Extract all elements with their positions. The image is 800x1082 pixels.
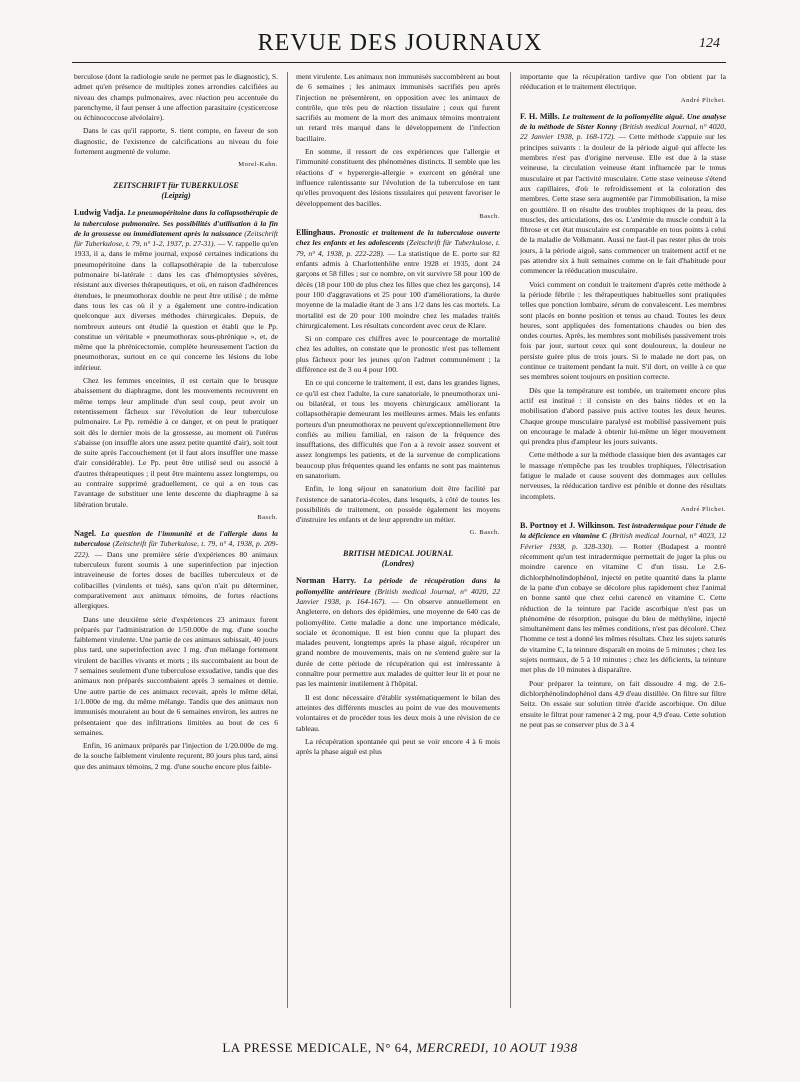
page-footer (0, 1040, 800, 1056)
paragraph: Cette méthode a sur la méthode classique bien des avantages car le massage n'empêche pas les troubles trophiques, l'électrisation fatigue le malade et cause souvent des dommages aux cellules nerveuses, la rééducation tardive est pénible et donne des résultats incomplets. (520, 450, 726, 501)
paragraph: La récupération spontanée qui peut se voir encore 4 à 6 mois après la phase aiguë est plus (296, 736, 500, 757)
article-reference: (Zeitschrift für Tuberkulose, t. 79, n° 4, 1938, p. 222-228). (296, 238, 500, 258)
article-text: — V. rappelle qu'en 1933, il a, dans le même journal, exposé certaines indications du pneumopéritoine dans la collapsothérapie de la tuberculose pulmonaire bi-latérale : dans les cas d'hémoptysies sévères, résistant aux diverses thérapeutiques, et où, en raison d'adhérences étendues, le pneumothorax double ne peut être utilisé ; de même dans tous les cas où il y a également une contre-indication quelconque aux diverses méthodes chirurgicales. Depuis, de nombreux auteurs ont étudié la question et établi que le Pp. constitue un véritable « pneumothorax sous-phrénique », et, de même que la phrénicectomie, complète heureusement l'action du pneumothorax, surtout en ce qui concerne les lésions du lobe inférieur. (74, 239, 278, 372)
paragraph: Dans une deuxième série d'expériences 23 animaux furent préparés par l'administration de 1/50.000e de mg. d'une souche faiblement virulente. Une partie de ces animaux subissait, 40 jours plus tard, une superinfection avec 1 mg. d'un mélange fortement virulent de bacilles vivants et morts ; ils succombaient au bout de 7 semaines seulement d'une tuberculose exsudative, tandis que des animaux non préparés succombaient après 3 semaines et demie. Une autre partie de ces animaux recevait, après le même délai, 1/1.000e de mg. du même mélange. Tandis que des animaux non immunisés mouraient au bout de 6 semaines environ, les autres ne présentaient que des infiltrations limitées au bout de ces 6 semaines. (74, 614, 278, 737)
article-lead (520, 112, 726, 277)
paragraph: Enfin, le long séjour en sanatorium doit être facilité par l'existence de sanatoria-écoles, dans lesquels, à côté de toutes les possibilités de traitement, on possède également les moyens d'instruire les enfants et de leur apprendre un métier. (296, 484, 500, 525)
article-lead (74, 529, 278, 611)
paragraph: En ce qui concerne le traitement, il est, dans les grandes lignes, ce qu'il est chez l'adulte, la cure sanatoriale, le pneumothorax uni- ou bilatéral, et tous les moyens chirurgicaux améliorant la collapsothérapie demeurant les meilleures armes. Mais les enfants porteurs d'un pneumothorax ne peuvent qu'exceptionnellement être confiés au milieu familial, en raison de la fréquence des insufflations, des difficultés que l'on a à revoir assez souvent et assez longtemps les patients, et de la survenue de complications beaucoup plus fréquentes quand les enfants ne sont pas maintenus en sanatorium. (296, 378, 500, 480)
paragraph: Chez les femmes enceintes, il est certain que le brusque abaissement du diaphragme, dont les mouvements recouvrent en même temps leur amplitude d'un seul coup, peut avoir un retentissement fâcheux sur l'évolution de leur tuberculose pulmonaire. Le Pp. remédie à ce danger, et on peut le pratiquer soit dès le dernier mois de la grossesse, au moment où l'utérus s'abaisse (on insuffle alors une assez petite quantité d'air), soit tout de suite après l'accouchement (et il faut alors insuffler une masse d'air considérable). Le Pp. peut être utilisé seul ou associé à d'autres thérapeutiques ; il peut être maintenu assez longtemps, ou au contraire supprimé graduellement, ce qui a en tous cas l'avantage de substituer une lente descente du diaphragme à sa libération brutale. (74, 376, 278, 509)
paragraph: En somme, il ressort de ces expériences que l'allergie et l'immunité constituent des phénomènes distincts. Il semble que les réactions d' « hyperergie-allergie » exercent en général une influence ralentissante sur l'évolution de la tuberculose en tant qu'elles provoquent des lésions tissulaires qui peuvent favoriser le développement des bacilles. (296, 147, 500, 208)
section-subtitle: (Londres) (381, 559, 415, 569)
article-author: Norman Harry. (296, 576, 357, 586)
section-title: BRITISH MEDICAL JOURNAL (343, 548, 453, 558)
article-reference: (British medical Journal, n° 4020, 22 Janvier 1938, p. 168-172). (520, 122, 726, 142)
paragraph: berculose (dont la radiologie seule ne permet pas le diagnostic), S. admet qu'en présence de multiples zones arrondies calcifiées au niveau des champs pulmonaires, avec réaction peu accentuée du parenchyme, il faut penser à une affection parasitaire (cysticercose ou échinococcose alvéolaire). (74, 72, 278, 123)
article-author: Ellinghaus. (296, 228, 336, 238)
footer-date: MERCREDI, 10 AOUT 1938 (416, 1040, 578, 1055)
paragraph: ment virulente. Les animaux non immunisés succombèrent au bout de 6 semaines ; les animaux immunisés sacrifiés peu après l'injection ne présentèrent, en opposition avec les animaux de contrôle, que très peu de réaction tissulaire ; ceux qui furent sacrifiés au moment de la mort des animaux témoins montraient un retard très marqué dans le développement de l'infection bacillaire. (296, 72, 500, 143)
article-author: F. H. Mills. (520, 111, 560, 121)
section-subtitle: (Leipzig) (161, 190, 191, 200)
article-title: Test intradermique pour l'étude de la déficience en vitamine C (520, 521, 726, 541)
section-title: ZEITSCHRIFT für TUBERKULOSE (113, 180, 239, 190)
article-lead (296, 576, 500, 689)
article-text: — Cette méthode s'appuie sur les principes suivants : la douleur de la période aiguë qui affecte les membres n'est pas d'origine nerveuse. Elle est due à la stase veineuse, la circulation veineuse étant influencée par le tonus musculaire et par l'activité musculaire. Cette stase veineuse s'étend aux capillaires, d'où le refroidissement et la coloration des membres. Cette stase sera augmentée par l'immobilisation, la mise en gouttière. Il en résulte des troubles trophiques de la peau, des muscles, des articulations, des os. L'anémie du muscle conduit à la fibrose et cet état musculaire est comparable en tous points à celui de la maladie de Volkmann. Aussi ne faut-il pas rester plus de trois jours, à la période aiguë, sans commencer un traitement actif et ne pas attendre six à huit semaines comme on le fait d'habitude pour commencer la rééducation musculaire. (520, 132, 726, 276)
article-reference: (Zeitschrift für Tuberkulose, t. 79, n° 1-2, 1937, p. 27-31). (74, 228, 278, 249)
article-reference: (British medical Journal, n° 4023, 12 Février 1938, p. 328-330). (520, 531, 726, 551)
column-divider (287, 72, 288, 1008)
signature: André Plichet. (680, 505, 726, 513)
paragraph: Si on compare ces chiffres avec le pourcentage de mortalité chez les adultes, on constate que le pronostic n'est pas tellement plus fâcheux pour les jeunes qu'on l'admet communément ; la différence est de 3 ou 4 pour 100. (296, 334, 500, 375)
column-divider (510, 72, 511, 1008)
paragraph: Dans le cas qu'il rapporte, S. tient compte, en faveur de son diagnostic, de l'existence de calcifications au niveau du foie fortement augmenté de volume. (74, 126, 278, 157)
article-reference: (British medical Journal, n° 4020, 22 Janvier 1938, p. 164-167). (296, 586, 500, 606)
article-lead (296, 228, 500, 331)
paragraph: Pour préparer la teinture, on fait dissoudre 4 mg. de 2.6-dichlorphénolindophénol dans 4,9 d'eau distillée. On filtre sur filtre Seitz. On essaie sur solution titrée d'acide ascorbique. On dilue ensuite le filtrat pour ramener à 2 mg. pour 4,9 d'eau. Cette solution ne peut pas se conserver plus de 3 à 4 (520, 678, 726, 729)
footer-journal: LA PRESSE MEDICALE, N° 64, (222, 1040, 413, 1055)
article-author: Nagel. (74, 529, 97, 539)
page-number: 124 (699, 36, 720, 51)
signature: Basch. (479, 212, 500, 220)
article-author: Ludwig Vadja. (74, 208, 126, 218)
signature: G. Basch. (469, 529, 500, 537)
column-3 (520, 72, 726, 1008)
page-title: REVUE DES JOURNAUX (257, 30, 543, 56)
article-title: La question de l'immunité et de l'allergie dans la tuberculose (74, 529, 278, 549)
paragraph: Voici comment on conduit le traitement d'après cette méthode à la période fébrile : les thérapeutiques habituelles sont pratiquées telles que ponction lombaire, sérum de convalescent. Les membres sont placés en bonne position et tenus au chaud. Toutes les deux heures, sont appliquées des fomentations chaudes ou bien des ondes courtes. Après, les membres sont mobilisés passivement trois fois par jour, surtout ceux qui sont douloureux, la douleur ne persiste guère plus de trois jours. Si le malade ne dort pas, on continue ce traitement pendant la nuit. S'il dort, on veille à ce que ses membres soient toujours en position correcte. (520, 279, 726, 382)
signature: Morel-Kahn. (238, 161, 278, 169)
article-title: Le pneumopéritoine dans la collapsothérapie de la tuberculose pulmonaire. Ses possibilités d'utilisation à la fin de la grossesse ou immédiatement après la naissance (74, 208, 278, 238)
paragraph: Dès que la température est tombée, un traitement encore plus actif est institué : il consiste en des bains tièdes et en la mobilisation d'abord passive puis active toutes les deux heures. Chaque groupe musculaire paralysé est mobilisé passivement puis on encourage le malade à obtenir lui-même un léger mouvement qui prendra plus d'ampleur les jours suivants. (520, 385, 726, 447)
article-text: — Rotter (Budapest a montré récemment qu'un test intradermique permettait de juger la plus ou moindre carence en vitamine C d'un tissu. Le 2.6-dichlorphénolindophénol, injecté en petite quantité dans la plante de la patte d'un cobaye se décolore plus rapidement chez l'animal en bonne santé que chez celui carencé en vitamine C. Cette réduction de la teinture par l'acide ascorbique n'est pas un phénomène de résorption, puisque du bleu de méthylène, injecté simultanément dans les mêmes conditions, n'est pas décoloré. Chez l'homme ce test a donné les mêmes résultats. Chez les sujets saturés de vitamine C, la teinture disparaît en moins de 5 minutes ; chez les sujets normaux, de 5 à 10 minutes ; chez les déficients, la teinture met plus de 10 minutes à disparaître. (520, 541, 726, 675)
article-text: — On observe annuellement en Angleterre, en dehors des épidémies, une moyenne de 640 cas de poliomyélite. Cette maladie a donc une importance médicale, sociale et économique. Il est bien connu que la plupart des malades peuvent, longtemps après la phase aiguë, récupérer un grand nombre de mouvements, mais on ne s'entend guère sur la durée de cette période de récupération qui est intéressante à connaître pour permettre aux malades de quitter leur lit et pour ne pas les maintenir inutilement à l'hôpital. (296, 596, 500, 689)
article-title: La période de récupération dans la poliomyélite antérieure (296, 576, 500, 596)
paragraph: importante que la récupération tardive que l'on obtient par la rééducation et le traitement électrique. (520, 72, 726, 92)
paragraph: Il est donc nécessaire d'établir systématiquement le bilan des atteintes des différents muscles au point de vue des mouvements volontaires et de procéder tous les deux mois à une révision de ce tableau. (296, 692, 500, 733)
article-reference: (Zeitschrift für Tuberkulose, t. 79, n° 4, 1938, p. 209-222). (74, 539, 278, 559)
article-lead (520, 521, 726, 675)
column-2 (296, 72, 500, 1008)
article-author: B. Portnoy et J. Wilkinson. (520, 521, 616, 531)
article-lead (74, 208, 278, 373)
signature: André Plichet. (680, 96, 726, 104)
paragraph: Enfin, 16 animaux préparés par l'injection de 1/20.000e de mg. de la souche faiblement virulente reçurent, 80 jours plus tard, ainsi que des animaux témoins, 2 mg. d'une souche encore plus faible- (74, 741, 278, 771)
header-rule (72, 62, 726, 63)
signature: Basch. (257, 513, 278, 521)
article-title: Pronostic et traitement de la tuberculose ouverte chez les enfants et les adolescents (296, 228, 500, 248)
column-1 (74, 72, 278, 1008)
article-text: — Dans une première série d'expériences 80 animaux tuberculeux furent soumis à une superinfection par injection intraveineuse de fortes doses de bacilles tuberculeux et de colibacilles (virulents et tués), sans qu'on n'ait pu déterminer, comparativement aux animaux témoins, de fortes réactions allergiques. (74, 549, 278, 611)
article-text: — La statistique de E. porte sur 82 enfants admis à Charlottenhöhe entre 1928 et 1935, dont 24 garçons et 58 filles ; sur ce nombre, on vit survivre 58 pour 100 de décès (18 pour 100 de plus chez les filles que chez les garçons), 14 pour 100 d'aggravations et 25 pour 100 d'améliorations, la durée moyenne de la maladie étant de 3 ans 1/2 dans les cas mortels. La mortalité est de 20 pour 100 moindre chez les malades traités chirurgicalement. Les résultats concordent avec ceux de Klare. (296, 248, 500, 330)
article-title: Le traitement de la poliomyélite aiguë. Une analyse de la méthode de Sister Konny (520, 111, 726, 132)
